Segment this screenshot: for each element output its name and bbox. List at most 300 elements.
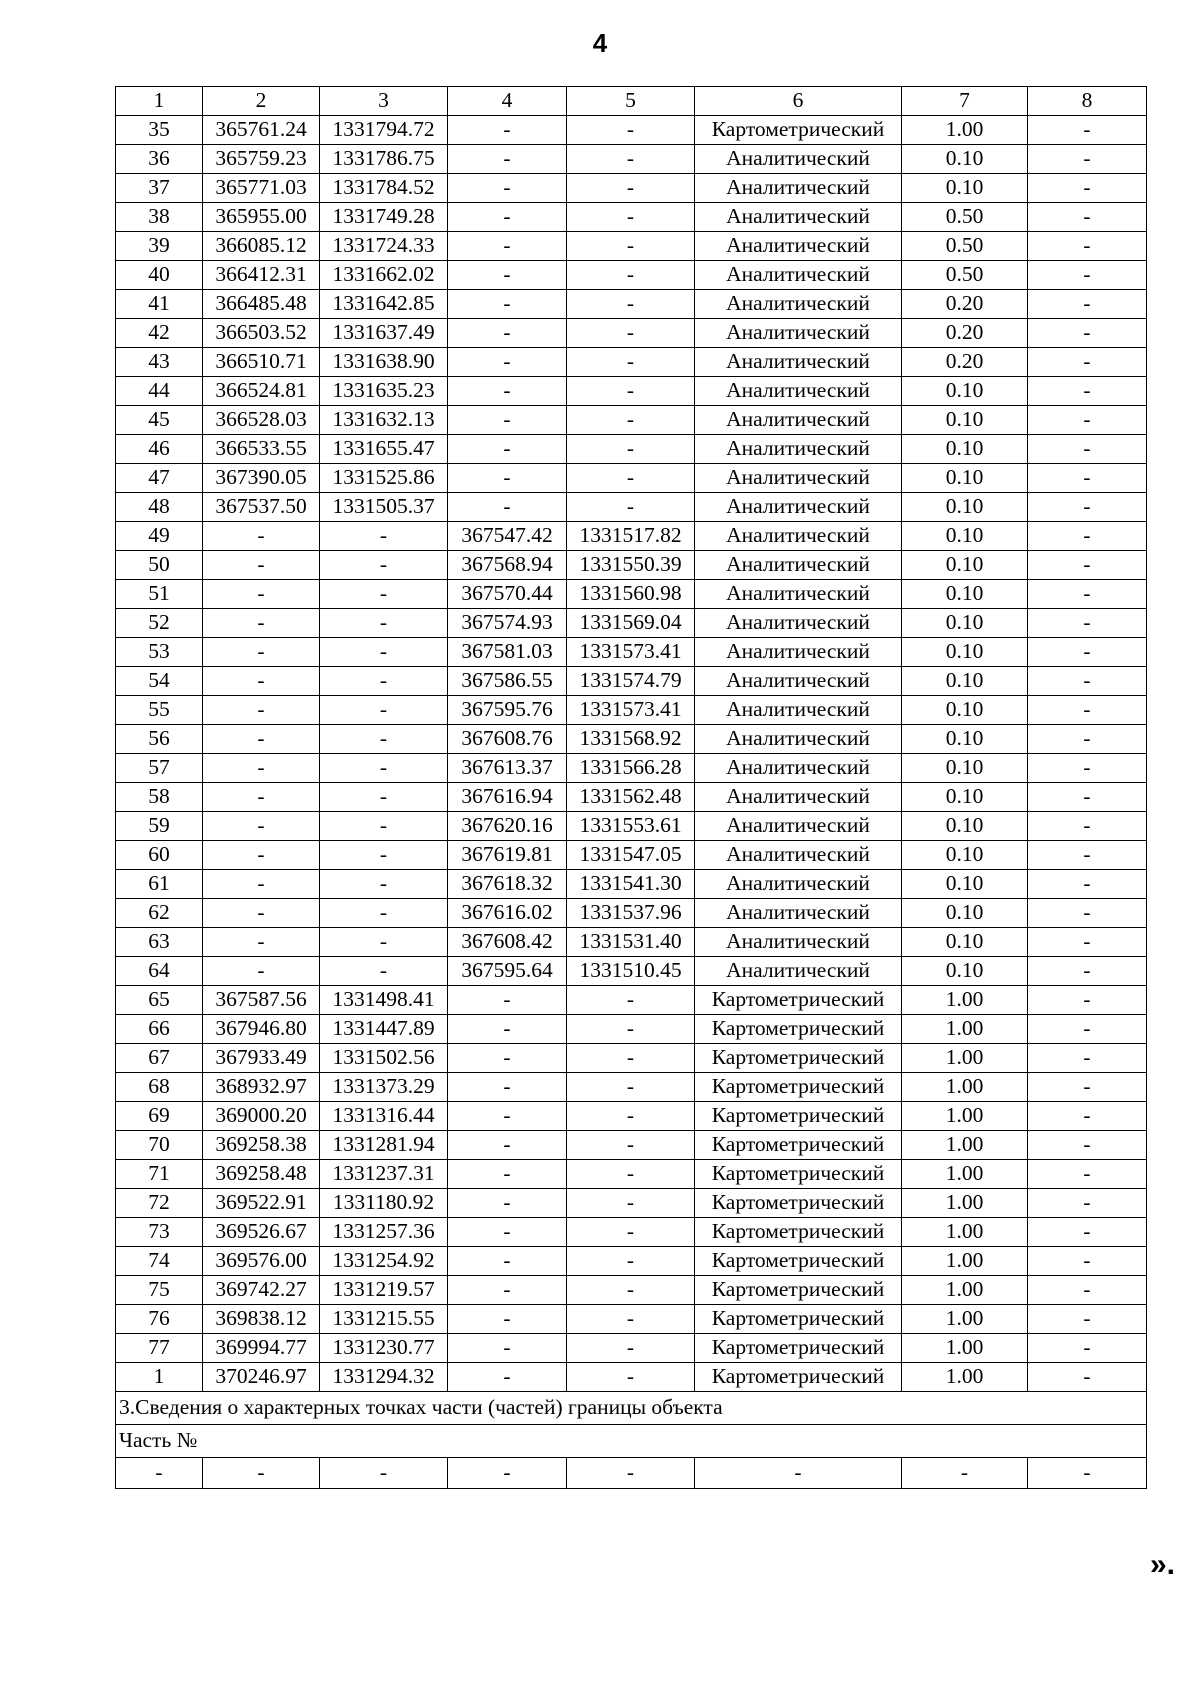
table-cell: 1.00 — [902, 1363, 1028, 1392]
table-cell: 369000.20 — [203, 1102, 320, 1131]
table-cell: 50 — [116, 551, 203, 580]
table-row — [116, 841, 1147, 870]
table-cell: 1331537.96 — [567, 899, 695, 928]
table-cell: 0.50 — [902, 203, 1028, 232]
table-cell: 1331525.86 — [320, 464, 448, 493]
table-cell: 367595.64 — [448, 957, 567, 986]
table-cell: Картометрический — [695, 1131, 902, 1160]
table-cell: - — [567, 261, 695, 290]
table-cell: - — [1028, 1276, 1147, 1305]
table-row — [116, 1247, 1147, 1276]
table-cell: - — [1028, 1247, 1147, 1276]
table-cell: 1331498.41 — [320, 986, 448, 1015]
table-cell: 0.10 — [902, 580, 1028, 609]
table-cell: 1331517.82 — [567, 522, 695, 551]
table-cell: 1331562.48 — [567, 783, 695, 812]
table-cell: 0.10 — [902, 957, 1028, 986]
table-cell: 57 — [116, 754, 203, 783]
table-cell: - — [1028, 812, 1147, 841]
table-cell: 1331510.45 — [567, 957, 695, 986]
table-cell: 367933.49 — [203, 1044, 320, 1073]
table-cell: - — [448, 1189, 567, 1218]
table-cell: - — [203, 754, 320, 783]
table-cell: - — [203, 696, 320, 725]
table-cell: Аналитический — [695, 928, 902, 957]
table-cell: 1331316.44 — [320, 1102, 448, 1131]
table-cell: 0.10 — [902, 638, 1028, 667]
table-cell: 51 — [116, 580, 203, 609]
table-cell: - — [320, 609, 448, 638]
table-cell: 58 — [116, 783, 203, 812]
table-cell: - — [448, 203, 567, 232]
table-cell: - — [320, 1458, 448, 1489]
table-cell: 366524.81 — [203, 377, 320, 406]
table-cell: 367616.94 — [448, 783, 567, 812]
table-cell: Аналитический — [695, 145, 902, 174]
table-cell: 1.00 — [902, 1073, 1028, 1102]
table-cell: - — [567, 1218, 695, 1247]
table-cell: 0.10 — [902, 174, 1028, 203]
table-cell: - — [1028, 203, 1147, 232]
table-cell: - — [448, 1334, 567, 1363]
table-cell: 367570.44 — [448, 580, 567, 609]
table-cell: - — [203, 783, 320, 812]
table-cell: - — [567, 1334, 695, 1363]
table-cell: 366085.12 — [203, 232, 320, 261]
table-cell: 39 — [116, 232, 203, 261]
table-cell: - — [203, 870, 320, 899]
table-cell: - — [1028, 638, 1147, 667]
table-cell: - — [567, 174, 695, 203]
table-cell: - — [1028, 290, 1147, 319]
table-cell: - — [567, 1305, 695, 1334]
table-cell: 0.10 — [902, 464, 1028, 493]
table-cell: 1.00 — [902, 1276, 1028, 1305]
table-cell: - — [567, 232, 695, 261]
header-cell: 5 — [567, 87, 695, 116]
table-cell: - — [448, 145, 567, 174]
table-cell: 1331447.89 — [320, 1015, 448, 1044]
table-cell: - — [1028, 377, 1147, 406]
table-cell: 35 — [116, 116, 203, 145]
table-cell: - — [1028, 1305, 1147, 1334]
table-cell: Аналитический — [695, 435, 902, 464]
table-cell: Аналитический — [695, 812, 902, 841]
table-cell: 59 — [116, 812, 203, 841]
table-cell: 1331573.41 — [567, 638, 695, 667]
table-cell: 1331257.36 — [320, 1218, 448, 1247]
table-cell: 44 — [116, 377, 203, 406]
table-cell: 1331573.41 — [567, 696, 695, 725]
table-cell: 367581.03 — [448, 638, 567, 667]
table-cell: 0.10 — [902, 725, 1028, 754]
table-cell: 53 — [116, 638, 203, 667]
table-cell: 1331294.32 — [320, 1363, 448, 1392]
table-row — [116, 1102, 1147, 1131]
table-cell: - — [448, 1102, 567, 1131]
table-cell: 1331505.37 — [320, 493, 448, 522]
table-cell: 1331632.13 — [320, 406, 448, 435]
table-cell: - — [1028, 406, 1147, 435]
table-cell: - — [1028, 1102, 1147, 1131]
table-cell: 0.20 — [902, 348, 1028, 377]
table-cell: 1331281.94 — [320, 1131, 448, 1160]
header-cell: 8 — [1028, 87, 1147, 116]
table-cell: - — [567, 986, 695, 1015]
table-cell: 1.00 — [902, 986, 1028, 1015]
table-cell: Аналитический — [695, 464, 902, 493]
table-row — [116, 406, 1147, 435]
table-cell: - — [448, 116, 567, 145]
header-row — [116, 87, 1147, 116]
table-cell: - — [567, 203, 695, 232]
table-cell: Аналитический — [695, 232, 902, 261]
table-cell: - — [203, 667, 320, 696]
table-cell: Аналитический — [695, 609, 902, 638]
table-cell: 366528.03 — [203, 406, 320, 435]
table-cell: 0.10 — [902, 522, 1028, 551]
table-cell: 37 — [116, 174, 203, 203]
table-cell: 0.10 — [902, 812, 1028, 841]
table-cell: 38 — [116, 203, 203, 232]
table-cell: 1331642.85 — [320, 290, 448, 319]
table-cell: Аналитический — [695, 261, 902, 290]
table-cell: 1.00 — [902, 1102, 1028, 1131]
table-cell: 1331560.98 — [567, 580, 695, 609]
table-cell: Аналитический — [695, 870, 902, 899]
table-cell: - — [203, 1458, 320, 1489]
table-row — [116, 696, 1147, 725]
table-cell: - — [448, 1276, 567, 1305]
table-cell: - — [1028, 522, 1147, 551]
table-cell: 61 — [116, 870, 203, 899]
table-cell: - — [567, 377, 695, 406]
table-cell: - — [320, 580, 448, 609]
table-cell: - — [203, 609, 320, 638]
table-cell: - — [567, 464, 695, 493]
table-cell: Аналитический — [695, 290, 902, 319]
table-cell: 1331547.05 — [567, 841, 695, 870]
table-cell: 74 — [116, 1247, 203, 1276]
table-cell: 48 — [116, 493, 203, 522]
closing-quote: ». — [1150, 1548, 1176, 1581]
table-cell: 366510.71 — [203, 348, 320, 377]
table-row — [116, 319, 1147, 348]
table-cell: 1.00 — [902, 1044, 1028, 1073]
table-cell: 0.50 — [902, 261, 1028, 290]
table-cell: - — [567, 1458, 695, 1489]
table-cell: - — [116, 1458, 203, 1489]
table-cell: - — [320, 638, 448, 667]
table-row — [116, 290, 1147, 319]
table-cell: 1331638.90 — [320, 348, 448, 377]
table-row — [116, 1305, 1147, 1334]
table-cell: 367537.50 — [203, 493, 320, 522]
table-cell: 368932.97 — [203, 1073, 320, 1102]
table-cell: 72 — [116, 1189, 203, 1218]
table-cell: - — [203, 928, 320, 957]
table-cell: - — [1028, 899, 1147, 928]
table-cell: - — [567, 290, 695, 319]
table-row — [116, 464, 1147, 493]
table-cell: 1331254.92 — [320, 1247, 448, 1276]
table-cell: 0.10 — [902, 609, 1028, 638]
table-cell: - — [1028, 609, 1147, 638]
table-cell: 367619.81 — [448, 841, 567, 870]
table-cell: 0.20 — [902, 290, 1028, 319]
table-cell: - — [1028, 1044, 1147, 1073]
table-cell: 1331662.02 — [320, 261, 448, 290]
table-cell: - — [448, 493, 567, 522]
table-cell: Картометрический — [695, 986, 902, 1015]
table-cell: - — [1028, 551, 1147, 580]
table-cell: 1331786.75 — [320, 145, 448, 174]
table-cell: 366412.31 — [203, 261, 320, 290]
table-cell: - — [448, 1073, 567, 1102]
table-cell: 367608.76 — [448, 725, 567, 754]
table-cell: - — [1028, 754, 1147, 783]
table-cell: - — [567, 1189, 695, 1218]
table-cell: 45 — [116, 406, 203, 435]
table-row — [116, 203, 1147, 232]
table-cell: Аналитический — [695, 841, 902, 870]
table-cell: - — [567, 1276, 695, 1305]
table-cell: 367613.37 — [448, 754, 567, 783]
table-cell: 1 — [116, 1363, 203, 1392]
table-row — [116, 493, 1147, 522]
table-cell: 1331794.72 — [320, 116, 448, 145]
table-row — [116, 1363, 1147, 1392]
table-cell: - — [1028, 435, 1147, 464]
table-cell: - — [320, 899, 448, 928]
table-cell: 1.00 — [902, 1218, 1028, 1247]
table-row — [116, 551, 1147, 580]
table-cell: - — [320, 551, 448, 580]
table-cell: 68 — [116, 1073, 203, 1102]
table-cell: - — [567, 1160, 695, 1189]
table-cell: Картометрический — [695, 1189, 902, 1218]
coordinates-table — [115, 86, 1147, 1489]
table-cell: 369576.00 — [203, 1247, 320, 1276]
table-row — [116, 638, 1147, 667]
table-cell: 367547.42 — [448, 522, 567, 551]
table-cell: 367574.93 — [448, 609, 567, 638]
table-cell: 1331553.61 — [567, 812, 695, 841]
table-cell: 73 — [116, 1218, 203, 1247]
table-cell: - — [1028, 348, 1147, 377]
table-row — [116, 1160, 1147, 1189]
table-cell: 1331230.77 — [320, 1334, 448, 1363]
table-cell: 367595.76 — [448, 696, 567, 725]
table-cell: 1331655.47 — [320, 435, 448, 464]
table-cell: 367620.16 — [448, 812, 567, 841]
table-cell: - — [1028, 116, 1147, 145]
table-cell: - — [1028, 1218, 1147, 1247]
table-cell: - — [203, 725, 320, 754]
table-cell: 1.00 — [902, 1160, 1028, 1189]
table-cell: - — [203, 841, 320, 870]
table-cell: 0.10 — [902, 667, 1028, 696]
table-cell: - — [1028, 1189, 1147, 1218]
table-cell: - — [448, 1218, 567, 1247]
table-cell: - — [1028, 1015, 1147, 1044]
table-cell: - — [448, 464, 567, 493]
table-cell: - — [448, 319, 567, 348]
table-row — [116, 899, 1147, 928]
table-cell: 1.00 — [902, 1131, 1028, 1160]
part-label: Часть № — [116, 1425, 1147, 1458]
table-cell: Аналитический — [695, 522, 902, 551]
table-cell: Аналитический — [695, 725, 902, 754]
table-cell: 1331724.33 — [320, 232, 448, 261]
table-cell: - — [203, 638, 320, 667]
table-cell: Аналитический — [695, 551, 902, 580]
table-cell: - — [1028, 493, 1147, 522]
table-cell: Аналитический — [695, 493, 902, 522]
table-cell: 0.10 — [902, 928, 1028, 957]
table-cell: - — [448, 1131, 567, 1160]
table-cell: 366533.55 — [203, 435, 320, 464]
table-cell: - — [448, 435, 567, 464]
table-cell: - — [567, 319, 695, 348]
table-cell: 367608.42 — [448, 928, 567, 957]
table-cell: 1331541.30 — [567, 870, 695, 899]
table-cell: - — [203, 580, 320, 609]
table-cell: 62 — [116, 899, 203, 928]
table-cell: 367616.02 — [448, 899, 567, 928]
table-cell: - — [1028, 725, 1147, 754]
table-cell: - — [1028, 1334, 1147, 1363]
table-row — [116, 725, 1147, 754]
table-cell: 54 — [116, 667, 203, 696]
table-cell: Аналитический — [695, 899, 902, 928]
header-cell: 7 — [902, 87, 1028, 116]
table-cell: - — [448, 1458, 567, 1489]
header-cell: 2 — [203, 87, 320, 116]
table-row — [116, 1276, 1147, 1305]
table-cell: 369258.48 — [203, 1160, 320, 1189]
table-cell: 75 — [116, 1276, 203, 1305]
table-cell: 1331637.49 — [320, 319, 448, 348]
table-row — [116, 812, 1147, 841]
table-cell: 67 — [116, 1044, 203, 1073]
table-cell: 47 — [116, 464, 203, 493]
table-row — [116, 435, 1147, 464]
table-cell: Картометрический — [695, 1305, 902, 1334]
table-cell: - — [448, 290, 567, 319]
table-cell: 1331180.92 — [320, 1189, 448, 1218]
table-cell: 64 — [116, 957, 203, 986]
table-row — [116, 1131, 1147, 1160]
table-cell: - — [1028, 464, 1147, 493]
table-cell: 0.10 — [902, 435, 1028, 464]
table-cell: Аналитический — [695, 783, 902, 812]
table-cell: 1.00 — [902, 1189, 1028, 1218]
table-cell: 42 — [116, 319, 203, 348]
table-row — [116, 986, 1147, 1015]
table-cell: Картометрический — [695, 1073, 902, 1102]
table-cell: 49 — [116, 522, 203, 551]
table-cell: - — [320, 812, 448, 841]
table-row — [116, 1044, 1147, 1073]
table-cell: Картометрический — [695, 1276, 902, 1305]
table-cell: - — [203, 522, 320, 551]
table-cell: Аналитический — [695, 754, 902, 783]
table-cell: 1331568.92 — [567, 725, 695, 754]
table-cell: 1.00 — [902, 1334, 1028, 1363]
table-cell: - — [567, 1073, 695, 1102]
table-cell: - — [567, 1044, 695, 1073]
table-cell: - — [1028, 145, 1147, 174]
table-row — [116, 377, 1147, 406]
table-cell: - — [448, 1363, 567, 1392]
table-cell: 1331531.40 — [567, 928, 695, 957]
table-row — [116, 261, 1147, 290]
table-cell: - — [320, 667, 448, 696]
table-cell: 0.10 — [902, 551, 1028, 580]
table-row — [116, 145, 1147, 174]
table-cell: - — [320, 725, 448, 754]
table-cell: 366503.52 — [203, 319, 320, 348]
table-cell: 365771.03 — [203, 174, 320, 203]
table-cell: - — [1028, 1458, 1147, 1489]
table-cell: 71 — [116, 1160, 203, 1189]
table-row — [116, 1218, 1147, 1247]
table-cell: 1331502.56 — [320, 1044, 448, 1073]
table-cell: - — [567, 1247, 695, 1276]
table-cell: - — [567, 1102, 695, 1131]
table-cell: - — [1028, 319, 1147, 348]
table-cell: - — [448, 1160, 567, 1189]
header-cell: 4 — [448, 87, 567, 116]
table-cell: 1331784.52 — [320, 174, 448, 203]
table-cell: - — [567, 1363, 695, 1392]
table-cell: 66 — [116, 1015, 203, 1044]
table-cell: - — [1028, 667, 1147, 696]
table-cell: - — [320, 870, 448, 899]
table-row — [116, 232, 1147, 261]
table-cell: - — [1028, 1160, 1147, 1189]
table-cell: 1331569.04 — [567, 609, 695, 638]
table-cell: - — [1028, 174, 1147, 203]
table-cell: 369742.27 — [203, 1276, 320, 1305]
table-cell: 367568.94 — [448, 551, 567, 580]
table-cell: 0.10 — [902, 899, 1028, 928]
table-cell: 369838.12 — [203, 1305, 320, 1334]
table-cell: 55 — [116, 696, 203, 725]
table-cell: Аналитический — [695, 203, 902, 232]
table-cell: 40 — [116, 261, 203, 290]
table-row — [116, 1073, 1147, 1102]
table-cell: 36 — [116, 145, 203, 174]
table-row — [116, 754, 1147, 783]
table-cell: Картометрический — [695, 1334, 902, 1363]
table-row — [116, 348, 1147, 377]
header-cell: 1 — [116, 87, 203, 116]
table-row — [116, 522, 1147, 551]
table-cell: Аналитический — [695, 406, 902, 435]
table-row — [116, 870, 1147, 899]
section-title: 3.Сведения о характерных точках части (частей) границы объекта — [116, 1392, 1147, 1425]
table-cell: Картометрический — [695, 1247, 902, 1276]
table-cell: - — [695, 1458, 902, 1489]
table-cell: - — [902, 1458, 1028, 1489]
table-cell: Аналитический — [695, 377, 902, 406]
table-cell: 1.00 — [902, 1015, 1028, 1044]
part-label-row — [116, 1425, 1147, 1458]
table-cell: 46 — [116, 435, 203, 464]
table-cell: Картометрический — [695, 116, 902, 145]
